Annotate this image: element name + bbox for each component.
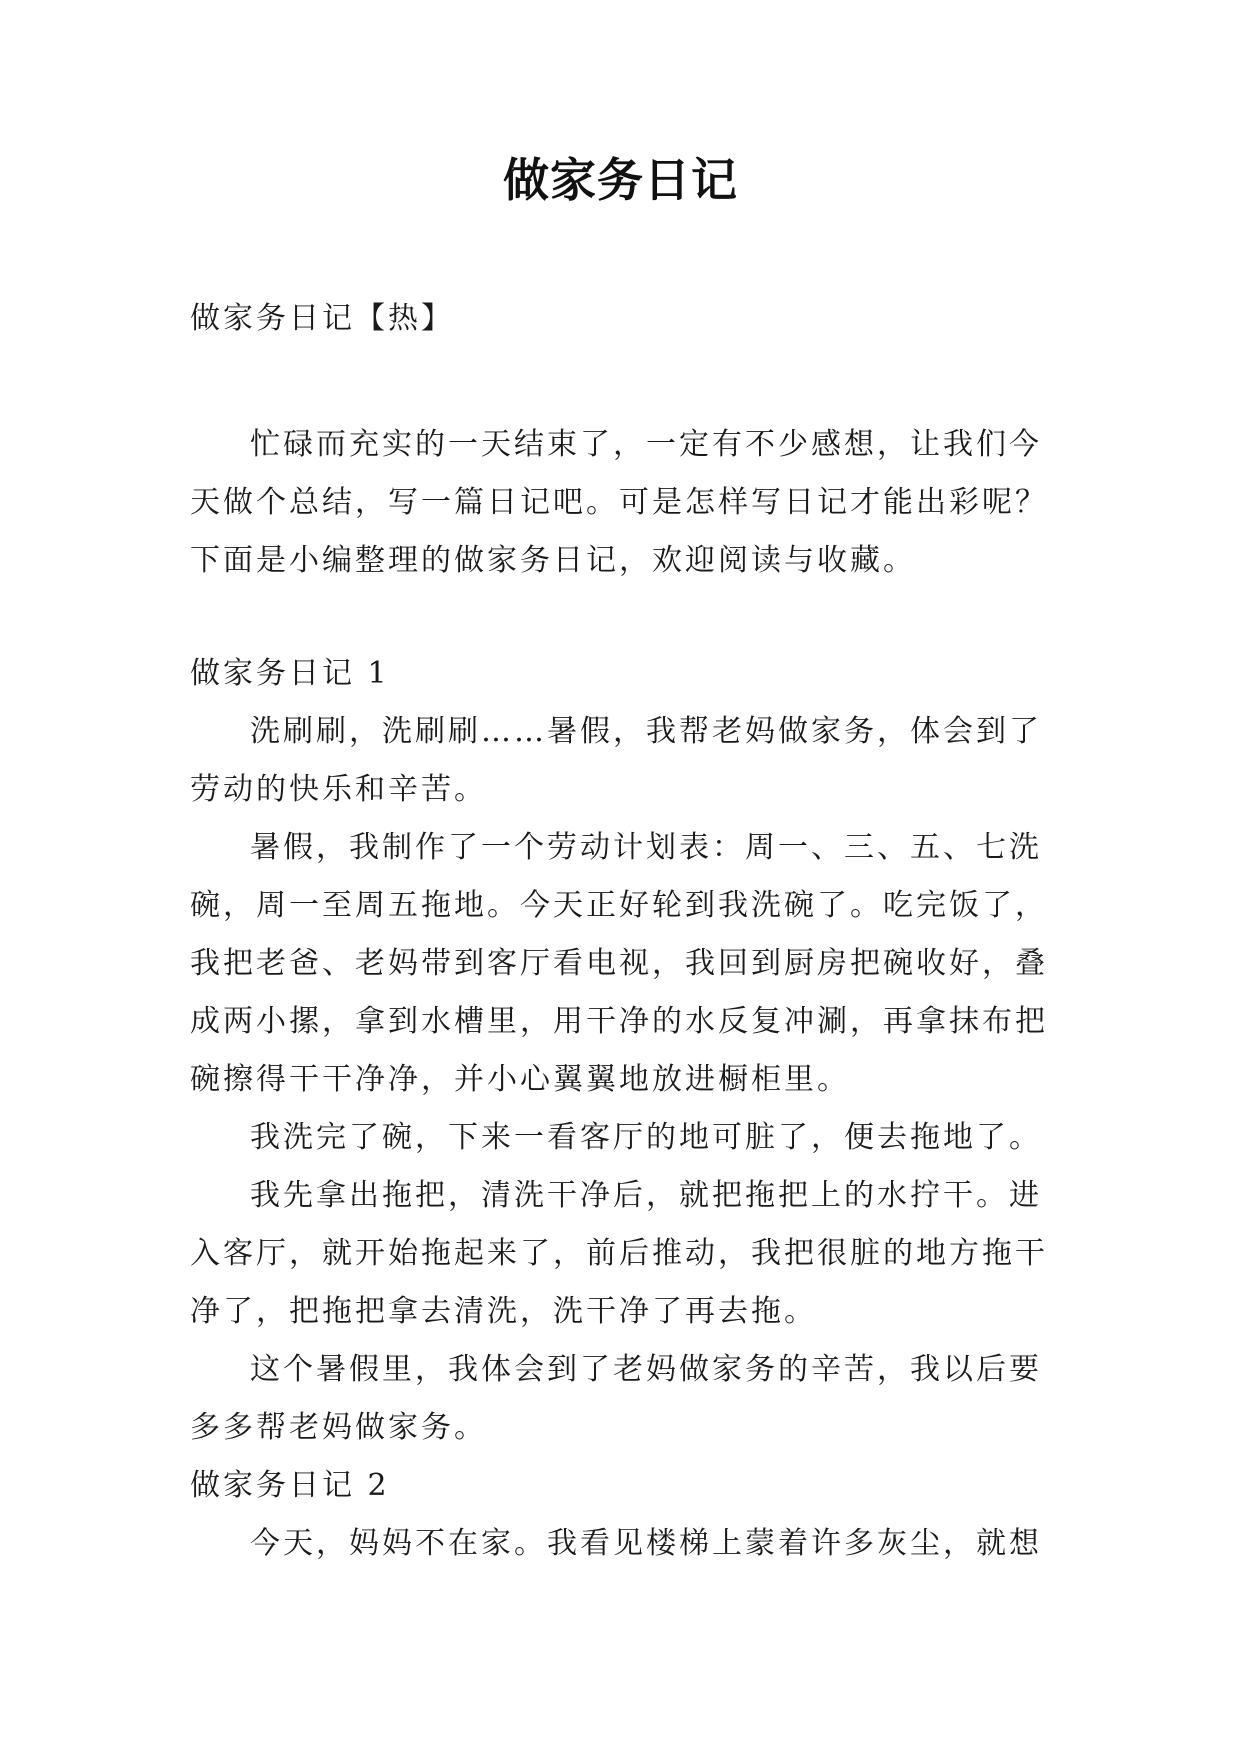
body-paragraph: 这个暑假里，我体会到了老妈做家务的辛苦，我以后要多多帮老妈做家务。 — [190, 1352, 1042, 1445]
section-heading: 做家务日记 2 — [190, 1468, 390, 1503]
document-title: 做家务日记 — [503, 153, 738, 207]
document-body — [190, 290, 1050, 1573]
body-paragraph: 今天，妈妈不在家。我看见楼梯上蒙着许多灰尘，就想 — [250, 1526, 1042, 1561]
intro-paragraph: 忙碌而充实的一天结束了，一定有不少感想，让我们今天做个总结，写一篇日记吧。可是怎样写日记才能出彩呢？下面是小编整理的做家务日记，欢迎阅读与收藏。 — [190, 427, 1048, 578]
body-paragraph: 洗刷刷，洗刷刷……暑假，我帮老妈做家务，体会到了劳动的快乐和辛苦。 — [190, 714, 1042, 807]
body-paragraph: 暑假，我制作了一个劳动计划表：周一、三、五、七洗碗，周一至周五拖地。今天正好轮到我洗碗了。吃完饭了，我把老爸、老妈带到客厅看电视，我回到厨房把碗收好，叠成两小摞，拿到水槽里，用干净的水反复冲涮，再拿抹布把碗擦得干干净净，并小心翼翼地放进橱柜里。 — [190, 830, 1048, 1097]
section-heading: 做家务日记 1 — [190, 656, 390, 691]
body-paragraph: 我先拿出拖把，清洗干净后，就把拖把上的水拧干。进入客厅，就开始拖起来了，前后推动，我把很脏的地方拖干净了，把拖把拿去清洗，洗干净了再去拖。 — [190, 1178, 1048, 1329]
body-paragraph: 我洗完了碗，下来一看客厅的地可脏了，便去拖地了。 — [250, 1120, 1042, 1155]
document-subtitle: 做家务日记【热】 — [190, 301, 454, 336]
